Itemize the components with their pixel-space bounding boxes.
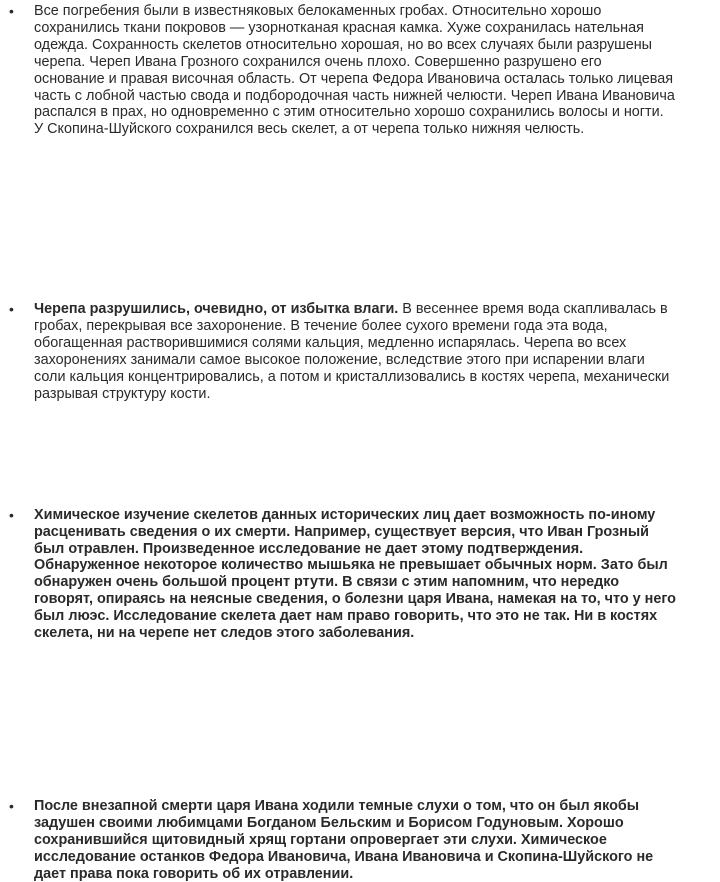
bullet-icon: • [9,506,14,523]
paragraph-segment-bold: Химическое изучение скелетов данных исторических лиц дает возможность по-иному расценивать сведения о их смерти. Например, существует версия, что Иван Грозный был отравлен. Произведенное исследование не дает этому подтверждения. Обнаруженное некоторое количество мышьяка не превышает обычных норм. Зато был обнаружен очень большой процент ртути. В связи с этим напомним, что нередко говорят, опираясь на неясные сведения, о болезни царя Ивана, намекая на то, что у него был люэс. Исследование скелета дает нам право говорить, что это не так. Ни в костях скелета, ни на черепе нет следов этого заболевания. [34,506,676,642]
paragraph-text [34,3,676,138]
paragraph-segment-bold: После внезапной смерти царя Ивана ходили темные слухи о том, что он был якобы задушен своими любимцами Богданом Бельским и Борисом Годуновым. Хорошо сохранившийся щитовидный хрящ гортани опровергает эти слухи. Химическое исследование останков Федора Ивановича, Ивана Ивановича и Скопина-Шуйского не дает права пока говорить об их отравлении. [34,797,654,882]
paragraph-text [34,507,676,642]
bullet-icon: • [9,797,14,814]
bullet-icon: • [9,301,14,318]
list-item-burials [0,3,676,138]
list-item-chemistry [0,507,676,642]
list-item-rumors [0,798,676,882]
paragraph-text [34,301,676,402]
list-item-skulls [0,301,676,402]
paragraph-text [34,798,676,882]
paragraph-segment-bold: Черепа разрушились, очевидно, от избытка влаги. [34,301,399,318]
paragraph-segment: В весеннее время вода скапливалась в гробах, перекрывая все захоронение. В течение более сухого времени года эта вода, обогащенная растворившимися солями кальция, медленно испарялась. Черепа во всех захоронениях занимали самое высокое положение, вследствие этого при испарении влаги соли кальция концентрировались, а потом и кристаллизовались в костях черепа, механически разрывая структуру кости. [34,301,670,402]
bullet-icon: • [9,3,14,19]
paragraph-segment: Все погребения были в известняковых белокаменных гробах. Относительно хорошо сохранились ткани покровов — узорнотканая красная камка. Хуже сохранилась нательная одежда. Сохранность скелетов относительно хорошая, но во всех случаях были разрушены черепа. Череп Ивана Грозного сохранился очень плохо. Совершенно разрушено его основание и правая височная область. От черепа Федора Ивановича осталась только лицевая часть с лобной частью свода и подбородочная часть нижней челюсти. Череп Ивана Ивановича распался в прах, но одновременно с этим относительно хорошо сохранились волосы и ногти. У Скопина-Шуйского сохранился весь скелет, а от черепа только нижняя челюсть. [34,3,675,138]
